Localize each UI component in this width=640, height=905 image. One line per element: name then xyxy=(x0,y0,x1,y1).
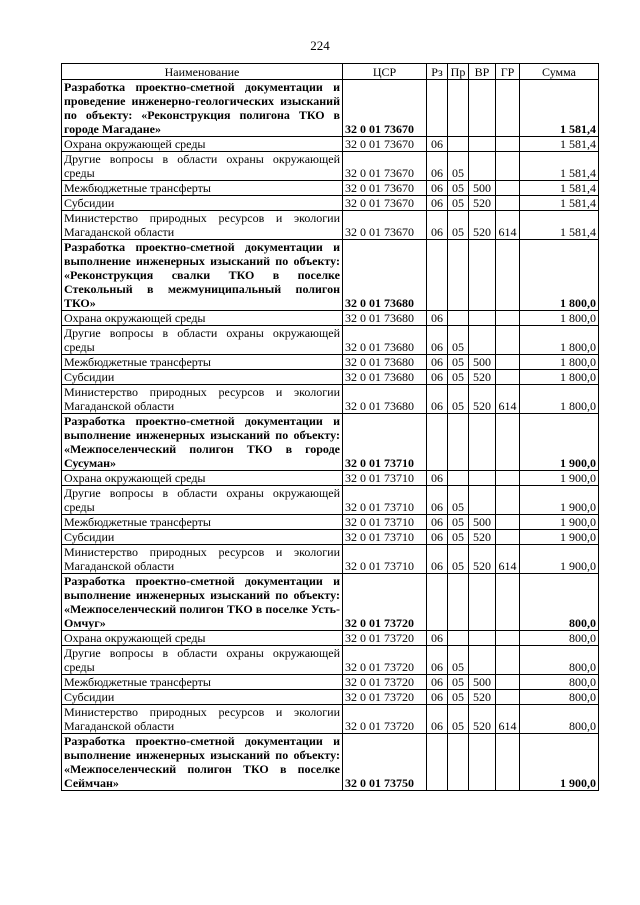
cell-gr xyxy=(496,574,520,631)
cell-gr: 614 xyxy=(496,385,520,414)
cell-gr xyxy=(496,196,520,211)
cell-csr: 32 0 01 73680 xyxy=(343,385,427,414)
header-vr: ВР xyxy=(469,64,496,80)
cell-sum: 800,0 xyxy=(520,675,599,690)
cell-gr xyxy=(496,181,520,196)
cell-csr: 32 0 01 73680 xyxy=(343,240,427,311)
cell-sum: 1 800,0 xyxy=(520,326,599,355)
cell-vr xyxy=(469,646,496,675)
cell-sum: 1 900,0 xyxy=(520,545,599,574)
cell-gr xyxy=(496,471,520,486)
cell-rz: 06 xyxy=(427,211,448,240)
table-row xyxy=(62,137,599,152)
cell-csr: 32 0 01 73670 xyxy=(343,211,427,240)
cell-pr: 05 xyxy=(448,385,469,414)
table-row xyxy=(62,385,599,414)
cell-csr: 32 0 01 73670 xyxy=(343,137,427,152)
cell-vr xyxy=(469,240,496,311)
cell-vr: 500 xyxy=(469,675,496,690)
cell-sum: 1 581,4 xyxy=(520,211,599,240)
cell-pr: 05 xyxy=(448,196,469,211)
cell-name: Министерство природных ресурсов и экологии Магаданской области xyxy=(62,545,343,574)
cell-gr xyxy=(496,326,520,355)
cell-sum: 1 581,4 xyxy=(520,152,599,181)
cell-pr: 05 xyxy=(448,152,469,181)
cell-pr xyxy=(448,137,469,152)
table-row-section xyxy=(62,240,599,311)
cell-sum: 1 900,0 xyxy=(520,734,599,791)
cell-sum: 1 800,0 xyxy=(520,311,599,326)
cell-gr xyxy=(496,355,520,370)
cell-gr xyxy=(496,515,520,530)
cell-vr xyxy=(469,414,496,471)
cell-rz xyxy=(427,734,448,791)
header-csr: ЦСР xyxy=(343,64,427,80)
cell-sum: 800,0 xyxy=(520,690,599,705)
cell-pr: 05 xyxy=(448,690,469,705)
cell-sum: 800,0 xyxy=(520,574,599,631)
cell-sum: 1 581,4 xyxy=(520,196,599,211)
cell-name: Министерство природных ресурсов и экологии Магаданской области xyxy=(62,385,343,414)
cell-rz: 06 xyxy=(427,515,448,530)
cell-gr xyxy=(496,137,520,152)
cell-vr: 520 xyxy=(469,705,496,734)
cell-pr: 05 xyxy=(448,181,469,196)
cell-vr xyxy=(469,734,496,791)
cell-rz: 06 xyxy=(427,705,448,734)
table-row xyxy=(62,211,599,240)
cell-gr xyxy=(496,734,520,791)
cell-rz xyxy=(427,80,448,137)
table-body xyxy=(62,80,599,791)
cell-name: Субсидии xyxy=(62,530,343,545)
cell-vr: 500 xyxy=(469,355,496,370)
cell-pr: 05 xyxy=(448,326,469,355)
cell-vr xyxy=(469,471,496,486)
cell-name: Охрана окружающей среды xyxy=(62,311,343,326)
table-row xyxy=(62,196,599,211)
cell-sum: 800,0 xyxy=(520,705,599,734)
table-row xyxy=(62,545,599,574)
cell-sum: 1 800,0 xyxy=(520,355,599,370)
cell-rz: 06 xyxy=(427,545,448,574)
cell-rz: 06 xyxy=(427,471,448,486)
cell-gr xyxy=(496,311,520,326)
cell-rz: 06 xyxy=(427,631,448,646)
table-row xyxy=(62,326,599,355)
table-header-row xyxy=(62,64,599,80)
cell-csr: 32 0 01 73680 xyxy=(343,326,427,355)
cell-rz xyxy=(427,574,448,631)
table-row xyxy=(62,370,599,385)
cell-csr: 32 0 01 73710 xyxy=(343,515,427,530)
cell-gr xyxy=(496,152,520,181)
cell-name: Другие вопросы в области охраны окружающей среды xyxy=(62,326,343,355)
cell-name: Межбюджетные трансферты xyxy=(62,355,343,370)
cell-vr: 500 xyxy=(469,181,496,196)
cell-name: Разработка проектно-сметной документации и выполнение инженерных изысканий по объекту: «Межпоселенческий полигон ТКО в поселке Сеймчан» xyxy=(62,734,343,791)
cell-vr xyxy=(469,486,496,515)
cell-vr xyxy=(469,311,496,326)
cell-pr xyxy=(448,574,469,631)
table-row-section xyxy=(62,734,599,791)
cell-gr: 614 xyxy=(496,705,520,734)
cell-name: Субсидии xyxy=(62,370,343,385)
cell-pr: 05 xyxy=(448,545,469,574)
cell-name: Межбюджетные трансферты xyxy=(62,515,343,530)
cell-pr xyxy=(448,240,469,311)
table-row xyxy=(62,690,599,705)
cell-pr xyxy=(448,414,469,471)
cell-csr: 32 0 01 73670 xyxy=(343,152,427,181)
cell-sum: 1 581,4 xyxy=(520,181,599,196)
cell-name: Разработка проектно-сметной документации и выполнение инженерных изысканий по объекту: «Межпоселенческий полигон ТКО в поселке Усть-Омчуг» xyxy=(62,574,343,631)
cell-rz: 06 xyxy=(427,181,448,196)
cell-pr: 05 xyxy=(448,486,469,515)
cell-gr xyxy=(496,370,520,385)
cell-rz: 06 xyxy=(427,355,448,370)
cell-name: Другие вопросы в области охраны окружающей среды xyxy=(62,646,343,675)
cell-sum: 1 900,0 xyxy=(520,486,599,515)
cell-rz: 06 xyxy=(427,675,448,690)
cell-vr xyxy=(469,326,496,355)
cell-rz xyxy=(427,414,448,471)
cell-csr: 32 0 01 73720 xyxy=(343,574,427,631)
cell-vr: 520 xyxy=(469,385,496,414)
cell-name: Разработка проектно-сметной документации и проведение инженерно-геологических изысканий по объекту: «Реконструкция полигона ТКО в городе Магадане» xyxy=(62,80,343,137)
cell-vr: 520 xyxy=(469,211,496,240)
table-row xyxy=(62,631,599,646)
cell-csr: 32 0 01 73710 xyxy=(343,530,427,545)
cell-gr xyxy=(496,486,520,515)
cell-name: Разработка проектно-сметной документации и выполнение инженерных изысканий по объекту: «Реконструкция свалки ТКО в поселке Стекольный в межмуниципальный полигон ТКО» xyxy=(62,240,343,311)
table-row xyxy=(62,646,599,675)
cell-rz: 06 xyxy=(427,326,448,355)
cell-csr: 32 0 01 73710 xyxy=(343,471,427,486)
cell-csr: 32 0 01 73680 xyxy=(343,370,427,385)
cell-pr: 05 xyxy=(448,355,469,370)
cell-rz: 06 xyxy=(427,486,448,515)
cell-rz: 06 xyxy=(427,152,448,181)
table-row xyxy=(62,530,599,545)
cell-gr xyxy=(496,530,520,545)
cell-name: Разработка проектно-сметной документации и выполнение инженерных изысканий по объекту: «Межпоселенческий полигон ТКО в городе Сусуман» xyxy=(62,414,343,471)
cell-name: Субсидии xyxy=(62,690,343,705)
cell-csr: 32 0 01 73720 xyxy=(343,690,427,705)
table-row xyxy=(62,181,599,196)
cell-vr: 520 xyxy=(469,545,496,574)
table-row xyxy=(62,486,599,515)
cell-pr xyxy=(448,311,469,326)
header-rz: Рз xyxy=(427,64,448,80)
cell-pr: 05 xyxy=(448,705,469,734)
cell-pr: 05 xyxy=(448,530,469,545)
cell-sum: 1 900,0 xyxy=(520,515,599,530)
cell-csr: 32 0 01 73680 xyxy=(343,311,427,326)
cell-csr: 32 0 01 73680 xyxy=(343,355,427,370)
cell-gr xyxy=(496,675,520,690)
cell-sum: 1 800,0 xyxy=(520,385,599,414)
cell-vr: 520 xyxy=(469,370,496,385)
cell-gr: 614 xyxy=(496,211,520,240)
budget-table xyxy=(61,63,599,791)
cell-pr xyxy=(448,734,469,791)
cell-sum: 1 900,0 xyxy=(520,471,599,486)
page-number: 224 xyxy=(310,38,330,53)
cell-rz: 06 xyxy=(427,370,448,385)
cell-csr: 32 0 01 73750 xyxy=(343,734,427,791)
cell-pr: 05 xyxy=(448,211,469,240)
cell-vr: 520 xyxy=(469,530,496,545)
cell-vr xyxy=(469,137,496,152)
cell-csr: 32 0 01 73670 xyxy=(343,181,427,196)
cell-pr: 05 xyxy=(448,515,469,530)
cell-name: Межбюджетные трансферты xyxy=(62,181,343,196)
table-row xyxy=(62,355,599,370)
cell-rz: 06 xyxy=(427,530,448,545)
cell-name: Другие вопросы в области охраны окружающей среды xyxy=(62,486,343,515)
cell-csr: 32 0 01 73720 xyxy=(343,675,427,690)
cell-sum: 800,0 xyxy=(520,631,599,646)
table-row xyxy=(62,152,599,181)
cell-gr xyxy=(496,414,520,471)
cell-vr: 500 xyxy=(469,515,496,530)
cell-sum: 1 800,0 xyxy=(520,370,599,385)
header-pr: Пр xyxy=(448,64,469,80)
cell-csr: 32 0 01 73710 xyxy=(343,486,427,515)
cell-name: Министерство природных ресурсов и экологии Магаданской области xyxy=(62,211,343,240)
cell-sum: 1 900,0 xyxy=(520,414,599,471)
table-row xyxy=(62,705,599,734)
cell-pr: 05 xyxy=(448,675,469,690)
cell-name: Охрана окружающей среды xyxy=(62,631,343,646)
cell-csr: 32 0 01 73710 xyxy=(343,414,427,471)
cell-csr: 32 0 01 73720 xyxy=(343,646,427,675)
cell-csr: 32 0 01 73720 xyxy=(343,631,427,646)
table-row xyxy=(62,675,599,690)
cell-pr: 05 xyxy=(448,646,469,675)
cell-rz: 06 xyxy=(427,196,448,211)
cell-vr: 520 xyxy=(469,690,496,705)
table-row-section xyxy=(62,414,599,471)
cell-name: Министерство природных ресурсов и экологии Магаданской области xyxy=(62,705,343,734)
table-row xyxy=(62,311,599,326)
cell-vr xyxy=(469,80,496,137)
cell-pr: 05 xyxy=(448,370,469,385)
cell-pr xyxy=(448,471,469,486)
cell-gr xyxy=(496,690,520,705)
cell-sum: 800,0 xyxy=(520,646,599,675)
header-sum: Сумма xyxy=(520,64,599,80)
cell-sum: 1 581,4 xyxy=(520,80,599,137)
cell-vr xyxy=(469,631,496,646)
cell-rz: 06 xyxy=(427,646,448,675)
cell-name: Охрана окружающей среды xyxy=(62,471,343,486)
cell-sum: 1 800,0 xyxy=(520,240,599,311)
cell-name: Другие вопросы в области охраны окружающей среды xyxy=(62,152,343,181)
cell-pr xyxy=(448,631,469,646)
cell-rz xyxy=(427,240,448,311)
table-row xyxy=(62,515,599,530)
cell-rz: 06 xyxy=(427,137,448,152)
cell-vr xyxy=(469,152,496,181)
cell-sum: 1 900,0 xyxy=(520,530,599,545)
cell-vr xyxy=(469,574,496,631)
cell-csr: 32 0 01 73710 xyxy=(343,545,427,574)
cell-csr: 32 0 01 73670 xyxy=(343,80,427,137)
cell-gr xyxy=(496,240,520,311)
cell-rz: 06 xyxy=(427,385,448,414)
cell-csr: 32 0 01 73670 xyxy=(343,196,427,211)
table-row xyxy=(62,471,599,486)
cell-gr xyxy=(496,80,520,137)
cell-name: Субсидии xyxy=(62,196,343,211)
table-row-section xyxy=(62,574,599,631)
cell-gr xyxy=(496,631,520,646)
cell-sum: 1 581,4 xyxy=(520,137,599,152)
cell-csr: 32 0 01 73720 xyxy=(343,705,427,734)
header-gr: ГР xyxy=(496,64,520,80)
cell-name: Межбюджетные трансферты xyxy=(62,675,343,690)
cell-gr xyxy=(496,646,520,675)
cell-name: Охрана окружающей среды xyxy=(62,137,343,152)
cell-vr: 520 xyxy=(469,196,496,211)
table-row-section xyxy=(62,80,599,137)
header-name: Наименование xyxy=(62,64,343,80)
cell-rz: 06 xyxy=(427,311,448,326)
cell-pr xyxy=(448,80,469,137)
cell-gr: 614 xyxy=(496,545,520,574)
cell-rz: 06 xyxy=(427,690,448,705)
